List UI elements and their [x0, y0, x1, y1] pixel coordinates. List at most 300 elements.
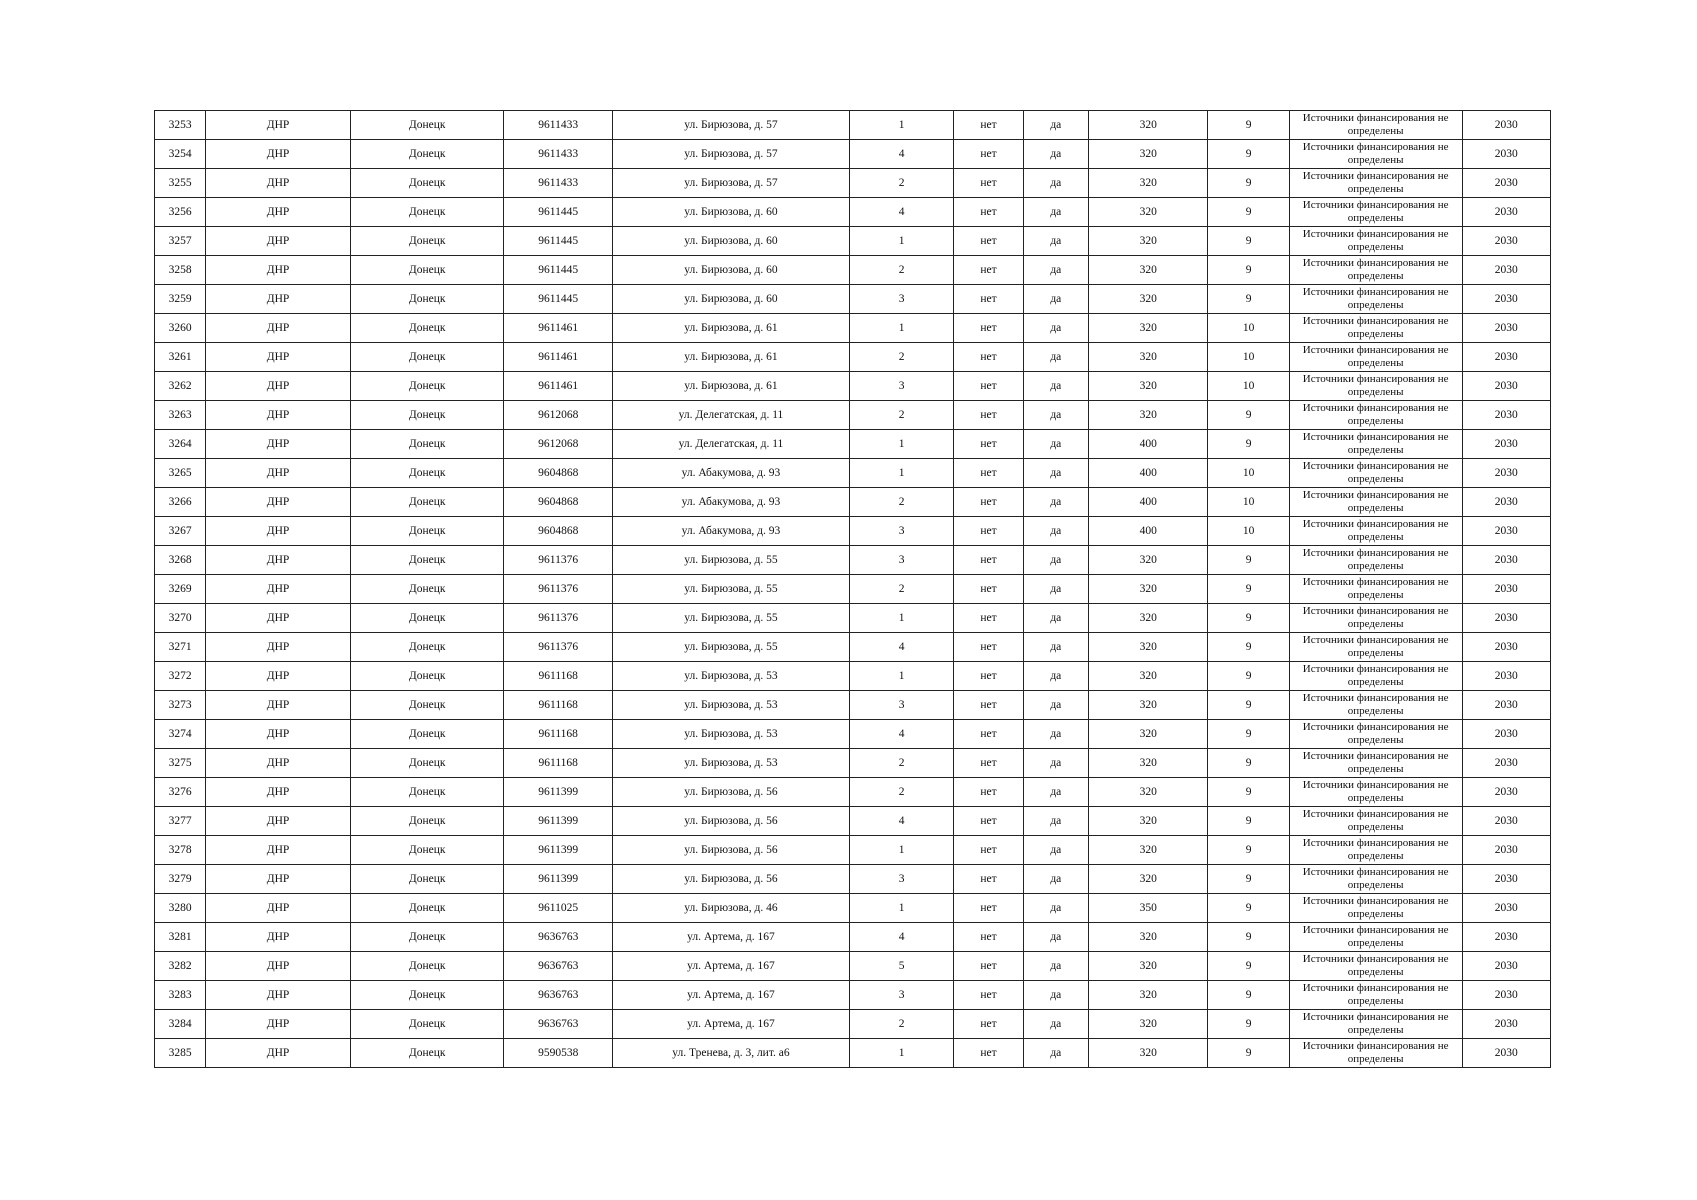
region-cell: ДНР	[206, 430, 351, 459]
funding-source-cell: Источники финансирования не определены	[1289, 488, 1462, 517]
capacity-cell: 320	[1088, 111, 1208, 140]
row-number-cell: 3259	[155, 285, 206, 314]
row-number-cell: 3267	[155, 517, 206, 546]
address-cell: ул. Бирюзова, д. 61	[612, 343, 849, 372]
city-cell: Донецк	[350, 923, 504, 952]
year-cell: 2030	[1462, 401, 1550, 430]
floors-cell: 10	[1208, 517, 1289, 546]
table-row	[155, 546, 1551, 575]
entrance-cell: 3	[849, 285, 953, 314]
entrance-cell: 2	[849, 343, 953, 372]
flag-no-cell: нет	[954, 227, 1023, 256]
year-cell: 2030	[1462, 633, 1550, 662]
address-cell: ул. Делегатская, д. 11	[612, 401, 849, 430]
table-row	[155, 227, 1551, 256]
year-cell: 2030	[1462, 227, 1550, 256]
address-cell: ул. Бирюзова, д. 56	[612, 807, 849, 836]
flag-no-cell: нет	[954, 923, 1023, 952]
city-cell: Донецк	[350, 778, 504, 807]
flag-yes-cell: да	[1023, 952, 1088, 981]
year-cell: 2030	[1462, 430, 1550, 459]
capacity-cell: 320	[1088, 227, 1208, 256]
entrance-cell: 1	[849, 459, 953, 488]
flag-yes-cell: да	[1023, 256, 1088, 285]
floors-cell: 9	[1208, 1010, 1289, 1039]
entrance-cell: 4	[849, 198, 953, 227]
region-cell: ДНР	[206, 836, 351, 865]
object-code-cell: 9611376	[504, 604, 612, 633]
object-code-cell: 9611445	[504, 227, 612, 256]
year-cell: 2030	[1462, 923, 1550, 952]
entrance-cell: 4	[849, 633, 953, 662]
entrance-cell: 3	[849, 546, 953, 575]
capacity-cell: 400	[1088, 459, 1208, 488]
region-cell: ДНР	[206, 198, 351, 227]
flag-yes-cell: да	[1023, 343, 1088, 372]
floors-cell: 9	[1208, 256, 1289, 285]
flag-no-cell: нет	[954, 749, 1023, 778]
capacity-cell: 320	[1088, 836, 1208, 865]
object-code-cell: 9636763	[504, 923, 612, 952]
capacity-cell: 320	[1088, 778, 1208, 807]
flag-yes-cell: да	[1023, 314, 1088, 343]
capacity-cell: 320	[1088, 923, 1208, 952]
year-cell: 2030	[1462, 488, 1550, 517]
row-number-cell: 3277	[155, 807, 206, 836]
flag-yes-cell: да	[1023, 575, 1088, 604]
flag-yes-cell: да	[1023, 1010, 1088, 1039]
row-number-cell: 3268	[155, 546, 206, 575]
object-code-cell: 9611376	[504, 546, 612, 575]
funding-source-cell: Источники финансирования не определены	[1289, 256, 1462, 285]
year-cell: 2030	[1462, 778, 1550, 807]
floors-cell: 10	[1208, 314, 1289, 343]
floors-cell: 9	[1208, 778, 1289, 807]
row-number-cell: 3269	[155, 575, 206, 604]
object-code-cell: 9611399	[504, 836, 612, 865]
capacity-cell: 320	[1088, 865, 1208, 894]
region-cell: ДНР	[206, 575, 351, 604]
entrance-cell: 1	[849, 111, 953, 140]
entrance-cell: 1	[849, 894, 953, 923]
flag-yes-cell: да	[1023, 807, 1088, 836]
flag-yes-cell: да	[1023, 285, 1088, 314]
object-code-cell: 9590538	[504, 1039, 612, 1068]
city-cell: Донецк	[350, 256, 504, 285]
floors-cell: 9	[1208, 169, 1289, 198]
address-cell: ул. Бирюзова, д. 61	[612, 372, 849, 401]
floors-cell: 9	[1208, 662, 1289, 691]
object-code-cell: 9604868	[504, 459, 612, 488]
region-cell: ДНР	[206, 401, 351, 430]
address-cell: ул. Бирюзова, д. 56	[612, 865, 849, 894]
floors-cell: 9	[1208, 198, 1289, 227]
object-code-cell: 9611376	[504, 633, 612, 662]
city-cell: Донецк	[350, 111, 504, 140]
year-cell: 2030	[1462, 865, 1550, 894]
region-cell: ДНР	[206, 488, 351, 517]
city-cell: Донецк	[350, 633, 504, 662]
floors-cell: 9	[1208, 401, 1289, 430]
row-number-cell: 3255	[155, 169, 206, 198]
address-cell: ул. Бирюзова, д. 60	[612, 198, 849, 227]
region-cell: ДНР	[206, 633, 351, 662]
object-code-cell: 9611399	[504, 807, 612, 836]
address-cell: ул. Бирюзова, д. 55	[612, 575, 849, 604]
region-cell: ДНР	[206, 372, 351, 401]
row-number-cell: 3264	[155, 430, 206, 459]
floors-cell: 9	[1208, 575, 1289, 604]
flag-yes-cell: да	[1023, 662, 1088, 691]
region-cell: ДНР	[206, 140, 351, 169]
funding-source-cell: Источники финансирования не определены	[1289, 778, 1462, 807]
region-cell: ДНР	[206, 546, 351, 575]
table-row	[155, 1010, 1551, 1039]
city-cell: Донецк	[350, 546, 504, 575]
row-number-cell: 3271	[155, 633, 206, 662]
object-code-cell: 9611445	[504, 198, 612, 227]
region-cell: ДНР	[206, 111, 351, 140]
floors-cell: 10	[1208, 488, 1289, 517]
region-cell: ДНР	[206, 459, 351, 488]
funding-source-cell: Источники финансирования не определены	[1289, 952, 1462, 981]
year-cell: 2030	[1462, 1010, 1550, 1039]
flag-yes-cell: да	[1023, 923, 1088, 952]
capacity-cell: 320	[1088, 314, 1208, 343]
year-cell: 2030	[1462, 749, 1550, 778]
capacity-cell: 320	[1088, 981, 1208, 1010]
row-number-cell: 3265	[155, 459, 206, 488]
funding-source-cell: Источники финансирования не определены	[1289, 343, 1462, 372]
capacity-cell: 320	[1088, 720, 1208, 749]
flag-yes-cell: да	[1023, 372, 1088, 401]
floors-cell: 9	[1208, 285, 1289, 314]
object-code-cell: 9611433	[504, 140, 612, 169]
capacity-cell: 320	[1088, 604, 1208, 633]
flag-no-cell: нет	[954, 720, 1023, 749]
object-code-cell: 9611399	[504, 778, 612, 807]
data-table	[154, 110, 1551, 1068]
flag-no-cell: нет	[954, 198, 1023, 227]
city-cell: Донецк	[350, 865, 504, 894]
floors-cell: 9	[1208, 952, 1289, 981]
city-cell: Донецк	[350, 691, 504, 720]
table-row	[155, 459, 1551, 488]
capacity-cell: 400	[1088, 488, 1208, 517]
floors-cell: 9	[1208, 836, 1289, 865]
address-cell: ул. Делегатская, д. 11	[612, 430, 849, 459]
table-row	[155, 372, 1551, 401]
flag-yes-cell: да	[1023, 981, 1088, 1010]
object-code-cell: 9611376	[504, 575, 612, 604]
region-cell: ДНР	[206, 778, 351, 807]
funding-source-cell: Источники финансирования не определены	[1289, 111, 1462, 140]
flag-no-cell: нет	[954, 604, 1023, 633]
table-row	[155, 952, 1551, 981]
flag-no-cell: нет	[954, 459, 1023, 488]
row-number-cell: 3257	[155, 227, 206, 256]
entrance-cell: 4	[849, 140, 953, 169]
floors-cell: 9	[1208, 546, 1289, 575]
region-cell: ДНР	[206, 923, 351, 952]
city-cell: Донецк	[350, 1039, 504, 1068]
address-cell: ул. Тренева, д. 3, лит. а6	[612, 1039, 849, 1068]
floors-cell: 9	[1208, 749, 1289, 778]
object-code-cell: 9636763	[504, 981, 612, 1010]
table-row	[155, 430, 1551, 459]
city-cell: Донецк	[350, 169, 504, 198]
year-cell: 2030	[1462, 140, 1550, 169]
object-code-cell: 9611168	[504, 662, 612, 691]
capacity-cell: 320	[1088, 285, 1208, 314]
row-number-cell: 3275	[155, 749, 206, 778]
flag-yes-cell: да	[1023, 691, 1088, 720]
table-row	[155, 981, 1551, 1010]
object-code-cell: 9604868	[504, 488, 612, 517]
funding-source-cell: Источники финансирования не определены	[1289, 314, 1462, 343]
flag-no-cell: нет	[954, 836, 1023, 865]
capacity-cell: 320	[1088, 372, 1208, 401]
city-cell: Донецк	[350, 430, 504, 459]
year-cell: 2030	[1462, 517, 1550, 546]
address-cell: ул. Артема, д. 167	[612, 1010, 849, 1039]
capacity-cell: 320	[1088, 169, 1208, 198]
table-row	[155, 517, 1551, 546]
flag-no-cell: нет	[954, 546, 1023, 575]
city-cell: Донецк	[350, 314, 504, 343]
object-code-cell: 9611399	[504, 865, 612, 894]
address-cell: ул. Бирюзова, д. 53	[612, 691, 849, 720]
year-cell: 2030	[1462, 546, 1550, 575]
table-body	[155, 111, 1551, 1068]
region-cell: ДНР	[206, 720, 351, 749]
flag-no-cell: нет	[954, 256, 1023, 285]
year-cell: 2030	[1462, 836, 1550, 865]
address-cell: ул. Бирюзова, д. 60	[612, 256, 849, 285]
object-code-cell: 9611461	[504, 314, 612, 343]
flag-yes-cell: да	[1023, 169, 1088, 198]
capacity-cell: 320	[1088, 662, 1208, 691]
flag-no-cell: нет	[954, 1039, 1023, 1068]
entrance-cell: 1	[849, 662, 953, 691]
funding-source-cell: Источники финансирования не определены	[1289, 720, 1462, 749]
address-cell: ул. Бирюзова, д. 61	[612, 314, 849, 343]
capacity-cell: 320	[1088, 807, 1208, 836]
entrance-cell: 2	[849, 575, 953, 604]
object-code-cell: 9611445	[504, 285, 612, 314]
address-cell: ул. Абакумова, д. 93	[612, 459, 849, 488]
flag-no-cell: нет	[954, 575, 1023, 604]
flag-yes-cell: да	[1023, 140, 1088, 169]
flag-no-cell: нет	[954, 401, 1023, 430]
object-code-cell: 9611168	[504, 720, 612, 749]
object-code-cell: 9636763	[504, 1010, 612, 1039]
row-number-cell: 3273	[155, 691, 206, 720]
row-number-cell: 3270	[155, 604, 206, 633]
funding-source-cell: Источники финансирования не определены	[1289, 604, 1462, 633]
table-row	[155, 314, 1551, 343]
entrance-cell: 4	[849, 923, 953, 952]
floors-cell: 9	[1208, 894, 1289, 923]
year-cell: 2030	[1462, 198, 1550, 227]
table-row	[155, 256, 1551, 285]
address-cell: ул. Бирюзова, д. 55	[612, 546, 849, 575]
year-cell: 2030	[1462, 662, 1550, 691]
region-cell: ДНР	[206, 604, 351, 633]
table-row	[155, 285, 1551, 314]
floors-cell: 9	[1208, 720, 1289, 749]
city-cell: Донецк	[350, 285, 504, 314]
object-code-cell: 9611025	[504, 894, 612, 923]
region-cell: ДНР	[206, 981, 351, 1010]
funding-source-cell: Источники финансирования не определены	[1289, 546, 1462, 575]
table-row	[155, 343, 1551, 372]
flag-yes-cell: да	[1023, 546, 1088, 575]
flag-no-cell: нет	[954, 343, 1023, 372]
table-row	[155, 807, 1551, 836]
capacity-cell: 320	[1088, 256, 1208, 285]
capacity-cell: 320	[1088, 1010, 1208, 1039]
table-row	[155, 198, 1551, 227]
row-number-cell: 3285	[155, 1039, 206, 1068]
city-cell: Донецк	[350, 749, 504, 778]
table-row	[155, 749, 1551, 778]
row-number-cell: 3283	[155, 981, 206, 1010]
row-number-cell: 3260	[155, 314, 206, 343]
table-row	[155, 923, 1551, 952]
row-number-cell: 3266	[155, 488, 206, 517]
region-cell: ДНР	[206, 894, 351, 923]
city-cell: Донецк	[350, 981, 504, 1010]
flag-no-cell: нет	[954, 952, 1023, 981]
entrance-cell: 2	[849, 778, 953, 807]
year-cell: 2030	[1462, 285, 1550, 314]
city-cell: Донецк	[350, 517, 504, 546]
city-cell: Донецк	[350, 1010, 504, 1039]
entrance-cell: 5	[849, 952, 953, 981]
floors-cell: 9	[1208, 430, 1289, 459]
flag-no-cell: нет	[954, 778, 1023, 807]
year-cell: 2030	[1462, 691, 1550, 720]
funding-source-cell: Источники финансирования не определены	[1289, 401, 1462, 430]
flag-yes-cell: да	[1023, 894, 1088, 923]
entrance-cell: 1	[849, 227, 953, 256]
floors-cell: 9	[1208, 140, 1289, 169]
capacity-cell: 320	[1088, 1039, 1208, 1068]
region-cell: ДНР	[206, 662, 351, 691]
city-cell: Донецк	[350, 836, 504, 865]
funding-source-cell: Источники финансирования не определены	[1289, 285, 1462, 314]
row-number-cell: 3280	[155, 894, 206, 923]
object-code-cell: 9612068	[504, 401, 612, 430]
table-row	[155, 633, 1551, 662]
object-code-cell: 9611168	[504, 691, 612, 720]
floors-cell: 9	[1208, 981, 1289, 1010]
entrance-cell: 2	[849, 256, 953, 285]
address-cell: ул. Бирюзова, д. 55	[612, 604, 849, 633]
year-cell: 2030	[1462, 256, 1550, 285]
address-cell: ул. Артема, д. 167	[612, 981, 849, 1010]
address-cell: ул. Артема, д. 167	[612, 923, 849, 952]
object-code-cell: 9611445	[504, 256, 612, 285]
flag-yes-cell: да	[1023, 198, 1088, 227]
funding-source-cell: Источники финансирования не определены	[1289, 749, 1462, 778]
flag-no-cell: нет	[954, 169, 1023, 198]
region-cell: ДНР	[206, 691, 351, 720]
year-cell: 2030	[1462, 1039, 1550, 1068]
year-cell: 2030	[1462, 459, 1550, 488]
city-cell: Донецк	[350, 343, 504, 372]
flag-no-cell: нет	[954, 865, 1023, 894]
flag-no-cell: нет	[954, 285, 1023, 314]
year-cell: 2030	[1462, 575, 1550, 604]
object-code-cell: 9611433	[504, 169, 612, 198]
address-cell: ул. Бирюзова, д. 57	[612, 111, 849, 140]
funding-source-cell: Источники финансирования не определены	[1289, 662, 1462, 691]
flag-no-cell: нет	[954, 691, 1023, 720]
entrance-cell: 2	[849, 488, 953, 517]
object-code-cell: 9611433	[504, 111, 612, 140]
address-cell: ул. Бирюзова, д. 53	[612, 720, 849, 749]
entrance-cell: 2	[849, 1010, 953, 1039]
region-cell: ДНР	[206, 749, 351, 778]
funding-source-cell: Источники финансирования не определены	[1289, 633, 1462, 662]
capacity-cell: 320	[1088, 198, 1208, 227]
floors-cell: 9	[1208, 923, 1289, 952]
row-number-cell: 3263	[155, 401, 206, 430]
region-cell: ДНР	[206, 865, 351, 894]
table-row	[155, 778, 1551, 807]
flag-yes-cell: да	[1023, 749, 1088, 778]
address-cell: ул. Артема, д. 167	[612, 952, 849, 981]
flag-no-cell: нет	[954, 807, 1023, 836]
city-cell: Донецк	[350, 807, 504, 836]
entrance-cell: 2	[849, 401, 953, 430]
city-cell: Донецк	[350, 662, 504, 691]
table-row	[155, 865, 1551, 894]
row-number-cell: 3262	[155, 372, 206, 401]
city-cell: Донецк	[350, 894, 504, 923]
table-row	[155, 720, 1551, 749]
row-number-cell: 3274	[155, 720, 206, 749]
flag-no-cell: нет	[954, 488, 1023, 517]
flag-yes-cell: да	[1023, 836, 1088, 865]
address-cell: ул. Бирюзова, д. 57	[612, 169, 849, 198]
entrance-cell: 3	[849, 691, 953, 720]
flag-yes-cell: да	[1023, 720, 1088, 749]
entrance-cell: 1	[849, 430, 953, 459]
floors-cell: 9	[1208, 691, 1289, 720]
funding-source-cell: Источники финансирования не определены	[1289, 923, 1462, 952]
year-cell: 2030	[1462, 807, 1550, 836]
object-code-cell: 9636763	[504, 952, 612, 981]
row-number-cell: 3254	[155, 140, 206, 169]
table-row	[155, 169, 1551, 198]
table-row	[155, 894, 1551, 923]
table-row	[155, 836, 1551, 865]
object-code-cell: 9604868	[504, 517, 612, 546]
address-cell: ул. Бирюзова, д. 53	[612, 662, 849, 691]
floors-cell: 9	[1208, 807, 1289, 836]
capacity-cell: 320	[1088, 140, 1208, 169]
capacity-cell: 320	[1088, 749, 1208, 778]
region-cell: ДНР	[206, 285, 351, 314]
table-row	[155, 1039, 1551, 1068]
entrance-cell: 1	[849, 1039, 953, 1068]
row-number-cell: 3276	[155, 778, 206, 807]
row-number-cell: 3253	[155, 111, 206, 140]
year-cell: 2030	[1462, 981, 1550, 1010]
